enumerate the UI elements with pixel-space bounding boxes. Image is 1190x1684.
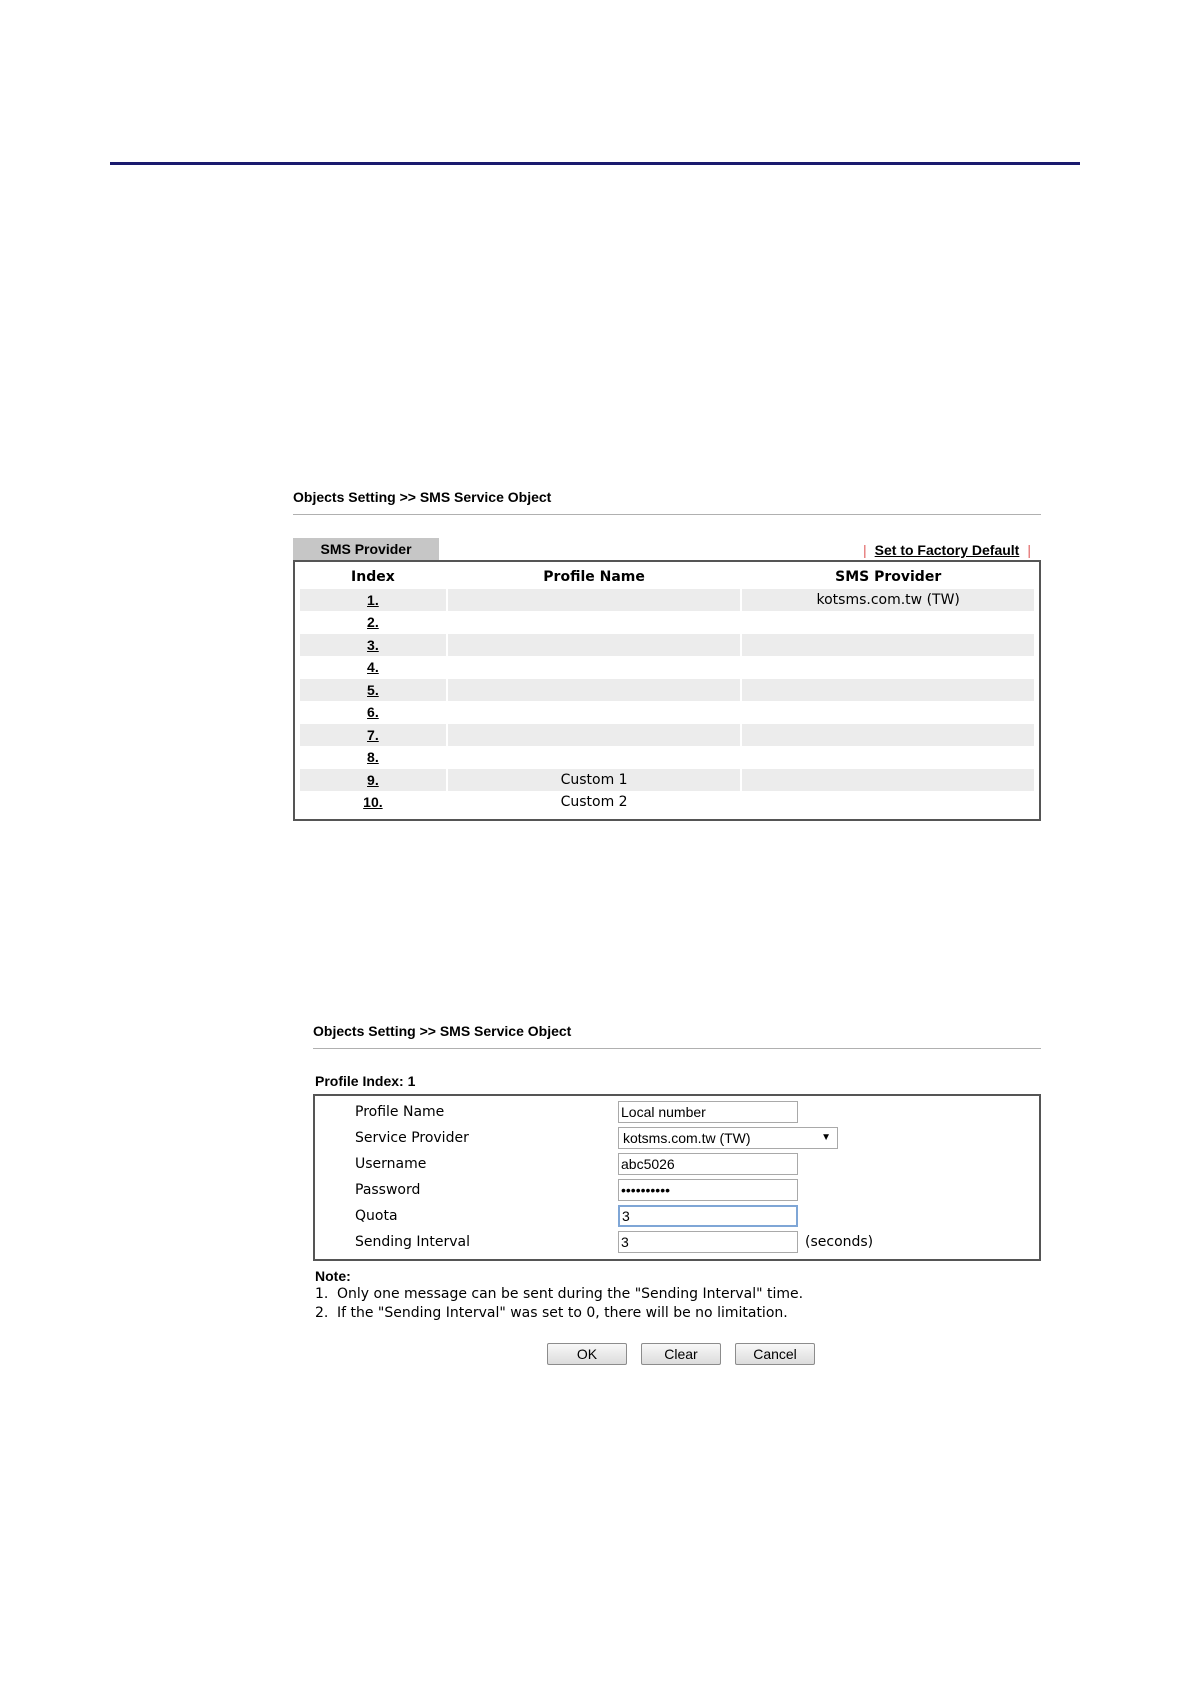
index-link[interactable]: 2.: [367, 614, 379, 630]
separator: |: [1027, 542, 1031, 558]
table-row: [300, 634, 1034, 657]
sms-provider-cell: [742, 611, 1034, 634]
index-link[interactable]: 4.: [367, 659, 379, 675]
form-row-profile-name: [315, 1099, 1039, 1125]
profile-name-cell: Custom 1: [448, 769, 741, 792]
form-row-service-provider: [315, 1125, 1039, 1151]
index-link[interactable]: 1.: [367, 591, 379, 608]
sms-provider-cell: [742, 679, 1034, 702]
index-cell: [300, 589, 446, 612]
username-input[interactable]: [618, 1153, 798, 1175]
separator: |: [863, 542, 867, 558]
index-link[interactable]: 7.: [367, 726, 379, 743]
tab-bar: [293, 538, 1041, 560]
index-cell: [300, 746, 446, 769]
tab-sms-provider[interactable]: SMS Provider: [293, 538, 439, 560]
index-link[interactable]: 9.: [367, 771, 379, 788]
table-row: [300, 656, 1034, 679]
sms-provider-cell: [742, 634, 1034, 657]
profile-name-cell: [448, 746, 741, 769]
sms-provider-cell: [742, 769, 1034, 792]
profile-form: [313, 1094, 1041, 1261]
set-to-factory-default-link[interactable]: Set to Factory Default: [874, 542, 1020, 558]
profile-name-cell: [448, 656, 741, 679]
factory-default-area: [855, 541, 1039, 559]
note-text: If the "Sending Interval" was set to 0, there will be no limitation.: [337, 1305, 788, 1321]
note-number: 1.: [315, 1286, 329, 1302]
ok-button[interactable]: OK: [547, 1343, 627, 1365]
table-row: [300, 724, 1034, 747]
profile-name-cell: [448, 611, 741, 634]
index-cell: [300, 656, 446, 679]
sending-interval-unit: (seconds): [805, 1234, 874, 1250]
note-item: [313, 1285, 1041, 1304]
profile-name-label: Profile Name: [355, 1104, 445, 1120]
sending-interval-input[interactable]: [618, 1231, 798, 1253]
table-row: [300, 589, 1034, 612]
sms-provider-list-panel: [293, 488, 1041, 821]
form-row-quota: [315, 1203, 1039, 1229]
quota-input[interactable]: [618, 1205, 798, 1227]
table-row: [300, 791, 1034, 814]
sms-provider-cell: [742, 724, 1034, 747]
dropdown-arrow-icon: ▼: [821, 1132, 831, 1143]
sms-profile-edit-panel: [313, 1022, 1041, 1369]
sms-provider-cell: [742, 656, 1034, 679]
password-label: Password: [355, 1182, 421, 1198]
index-link[interactable]: 8.: [367, 749, 379, 765]
quota-label: Quota: [355, 1208, 398, 1224]
password-input[interactable]: [618, 1179, 798, 1201]
table-row: [300, 701, 1034, 724]
cancel-button[interactable]: Cancel: [735, 1343, 815, 1365]
index-cell: [300, 701, 446, 724]
index-cell: [300, 724, 446, 747]
button-bar: [313, 1343, 1041, 1369]
column-header-index: Index: [351, 569, 395, 585]
index-cell: [300, 634, 446, 657]
sms-provider-cell: [742, 701, 1034, 724]
form-row-password: [315, 1177, 1039, 1203]
index-link[interactable]: 6.: [367, 704, 379, 720]
profile-name-cell: [448, 701, 741, 724]
profile-name-cell: Custom 2: [560, 794, 628, 810]
index-link[interactable]: 3.: [367, 636, 379, 653]
note-text: Only one message can be sent during the "Sending Interval" time.: [337, 1286, 804, 1302]
index-link[interactable]: 10.: [363, 794, 383, 810]
profile-name-cell: [448, 589, 741, 612]
profile-name-input[interactable]: [618, 1101, 798, 1123]
index-cell: [300, 611, 446, 634]
form-row-sending-interval: [315, 1229, 1039, 1255]
username-label: Username: [355, 1156, 427, 1172]
profile-name-cell: [448, 724, 741, 747]
top-divider: [110, 162, 1080, 165]
table-row: [300, 611, 1034, 634]
table-row: [300, 746, 1034, 769]
form-row-username: [315, 1151, 1039, 1177]
breadcrumb: Objects Setting >> SMS Service Object: [313, 1022, 1041, 1049]
profile-name-cell: [448, 679, 741, 702]
index-cell: [300, 769, 446, 792]
sms-provider-cell: [742, 746, 1034, 769]
sms-provider-cell: kotsms.com.tw (TW): [742, 589, 1034, 612]
index-cell: [300, 791, 446, 814]
service-provider-select[interactable]: [618, 1127, 838, 1149]
profile-name-cell: [448, 634, 741, 657]
service-provider-label: Service Provider: [355, 1130, 469, 1146]
sending-interval-label: Sending Interval: [355, 1234, 470, 1250]
service-provider-selected-value: kotsms.com.tw (TW): [623, 1130, 751, 1146]
clear-button[interactable]: Clear: [641, 1343, 721, 1365]
index-cell: [300, 679, 446, 702]
table-row: [300, 679, 1034, 702]
note-title: Note:: [315, 1268, 351, 1284]
breadcrumb: Objects Setting >> SMS Service Object: [293, 488, 1041, 515]
note-number: 2.: [315, 1305, 329, 1321]
sms-provider-table: [293, 560, 1041, 821]
table-header-row: [300, 566, 1034, 589]
column-header-sms-provider: SMS Provider: [835, 569, 942, 585]
table-row: [300, 769, 1034, 792]
note-item: [313, 1304, 1041, 1323]
column-header-profile-name: Profile Name: [543, 569, 645, 585]
sms-provider-cell: [742, 791, 1034, 814]
profile-index-title: Profile Index: 1: [315, 1073, 416, 1089]
index-link[interactable]: 5.: [367, 681, 379, 698]
